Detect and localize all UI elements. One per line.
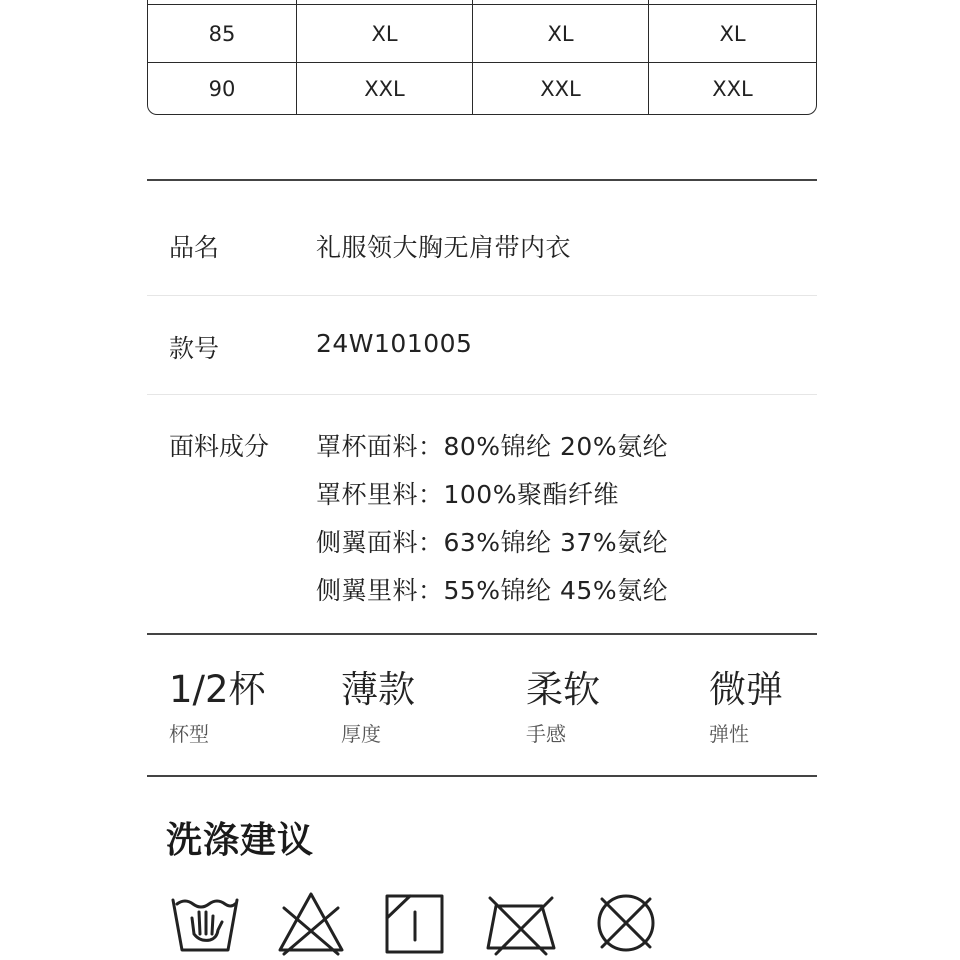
divider [147,179,817,181]
feature-label: 手感 [526,722,566,746]
fabric-line: 侧翼面料：63%锦纶 37%氨纶 [316,528,669,557]
feature-hand-feel [526,668,600,747]
hand-wash-icon [170,890,240,956]
table-row [148,0,816,4]
wash-title: 洗涤建议 [166,820,315,861]
table-cell: 90 [208,76,236,101]
feature-elasticity [709,668,783,747]
feature-thickness [341,668,415,747]
style-number-value: 24W101005 [316,329,473,358]
table-row [148,62,816,114]
table-cell: XL [648,5,816,62]
table-cell: 85 [208,21,236,46]
table-cell [648,0,816,4]
style-number-label: 款号 [169,334,220,363]
table-cell: XXL [472,63,648,114]
table-cell [296,0,472,4]
table-cell: XL [296,5,472,62]
feature-label: 厚度 [341,722,381,746]
feature-label: 弹性 [709,722,749,746]
fabric-line: 侧翼里料：55%锦纶 45%氨纶 [316,576,669,605]
product-name-label: 品名 [169,233,220,262]
product-name-value: 礼服领大胸无肩带内衣 [316,233,572,262]
table-cell: XXL [296,63,472,114]
divider [147,775,817,777]
divider [147,633,817,635]
table-cell: XXL [648,63,816,114]
feature-value: 1/2杯 [169,668,266,711]
feature-label: 杯型 [169,722,209,746]
feature-cup-type [169,668,266,747]
fabric-line: 罩杯里料：100%聚酯纤维 [316,480,619,509]
table-row [148,4,816,62]
no-bleach-icon [276,890,346,956]
table-cell [148,0,296,4]
table-cell [472,0,648,4]
feature-value: 薄款 [341,668,415,711]
fabric-label: 面料成分 [169,432,270,461]
no-iron-icon [484,890,558,956]
no-dry-clean-icon [594,890,658,956]
feature-value: 微弹 [709,668,783,711]
table-cell: XL [472,5,648,62]
feature-value: 柔软 [526,668,600,711]
divider [147,295,817,296]
fabric-line: 罩杯面料：80%锦纶 20%氨纶 [316,432,669,461]
divider [147,394,817,395]
line-dry-icon [384,890,446,956]
size-table [147,0,817,115]
